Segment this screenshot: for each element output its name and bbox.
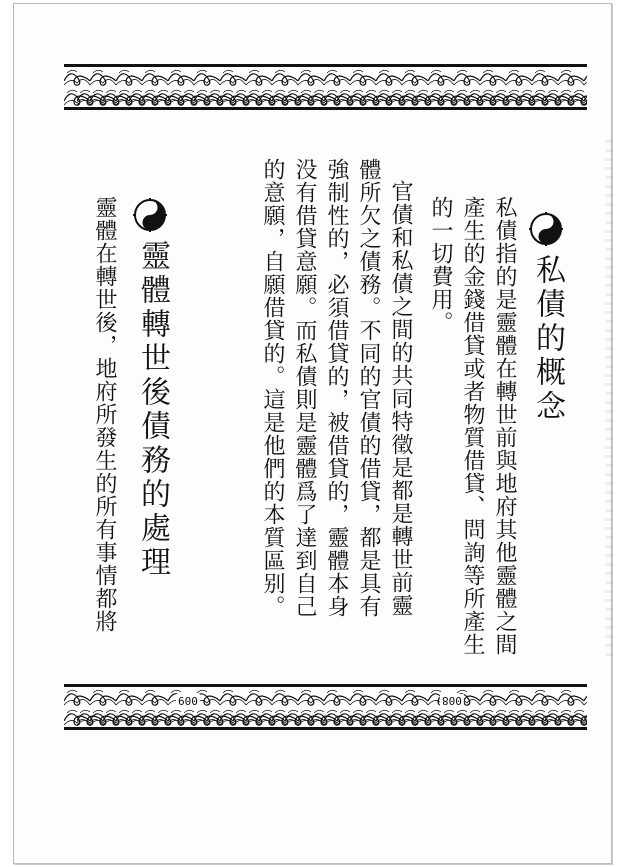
right-paragraph-2: 官債和私債之間的共同特徵是都是轉世前靈體所欠之債務。不同的官債的借貸，都是具有強制性的，必須借貸的，被借貸的，靈體本身没有借貸意願。而私債則是靈體爲了達到自己的意願，自願借貸的。這是他們的本質區别。 (260, 158, 413, 618)
taiji-yin-yang-icon (529, 212, 563, 246)
scan-edge-noise (605, 140, 613, 660)
right-section-title: 私債的概念 (530, 254, 565, 424)
wave-pattern-icon (64, 67, 587, 107)
top-wave-border (64, 64, 587, 110)
left-section-title: 靈體轉世後債務的處理 (135, 240, 170, 580)
left-page-number: 009 (178, 694, 198, 707)
bottom-wave-border (64, 684, 587, 730)
right-paragraph-1: 私債指的是靈體在轉世前與地府其他靈體之間產生的金錢借貸或者物質借貸、問詢等所產生的一切費用。 (428, 196, 517, 656)
right-page-number: 008 (442, 694, 462, 707)
taiji-yin-yang-icon (133, 198, 167, 232)
wave-pattern-icon (64, 687, 587, 727)
left-paragraph-1: 靈體在轉世後，地府所發生的所有事情都將 (92, 196, 117, 633)
